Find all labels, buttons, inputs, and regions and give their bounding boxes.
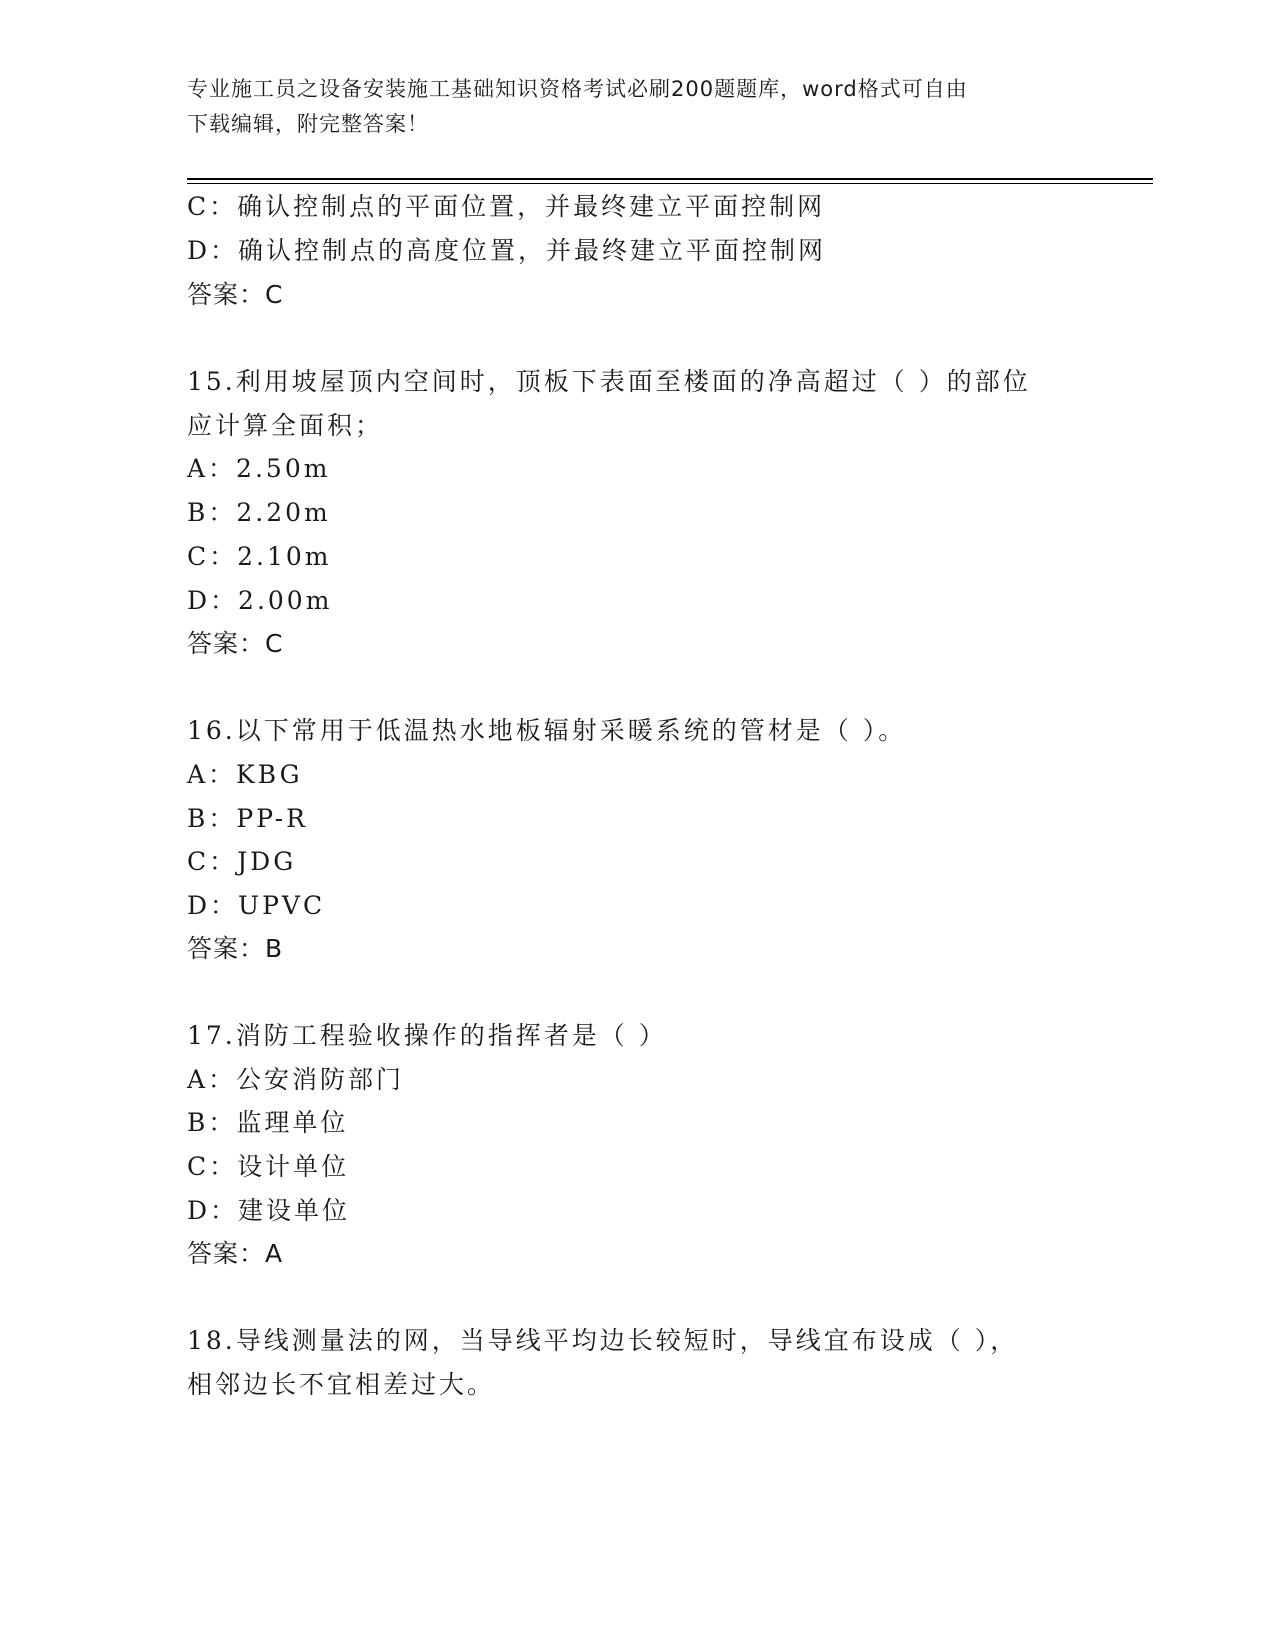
q16-stem-line1: 16.以下常用于低温热水地板辐射采暖系统的管材是（ ）。 [187,716,907,745]
q14-option-c: C：确认控制点的平面位置，并最终建立平面控制网 [187,192,826,221]
q17-option-c: C：设计单位 [187,1152,350,1181]
q14-answer: 答案：C [187,280,284,309]
q15-stem-line1: 15.利用坡屋顶内空间时，顶板下表面至楼面的净高超过（ ）的部位 [187,367,1031,396]
q18-stem-line1: 18.导线测量法的网，当导线平均边长较短时，导线宜布设成（ ）， [187,1326,1019,1355]
q15-option-a: A：2.50m [187,454,331,483]
q18-stem-line2: 相邻边长不宜相差过大。 [187,1370,496,1399]
q14-option-d: D：确认控制点的高度位置，并最终建立平面控制网 [187,236,827,265]
q17-stem-line1: 17.消防工程验收操作的指挥者是（ ） [187,1021,667,1050]
q15-option-b: B：2.20m [187,498,331,527]
q17-answer: 答案：A [187,1239,284,1268]
q15-option-c: C：2.10m [187,542,332,571]
header-divider-thin [187,183,1153,184]
q17-option-d: D：建设单位 [187,1196,351,1225]
document-header [187,72,1067,142]
header-title-line2: 下载编辑，附完整答案！ [187,112,429,136]
q15-answer: 答案：C [187,629,284,658]
q16-option-d: D：UPVC [187,891,326,920]
q15-stem-line2: 应计算全面积； [187,411,384,440]
header-title-line1: 专业施工员之设备安装施工基础知识资格考试必刷200题题库，word格式可自由 [187,77,968,101]
q17-option-b: B：监理单位 [187,1108,349,1137]
q16-option-c: C：JDG [187,847,297,876]
q17-option-a: A：公安消防部门 [187,1065,405,1094]
q15-option-d: D：2.00m [187,586,333,615]
q16-answer: 答案：B [187,934,284,963]
q16-option-b: B：PP-R [187,804,308,833]
q16-option-a: A：KBG [187,760,303,789]
header-divider-thick [187,178,1153,180]
